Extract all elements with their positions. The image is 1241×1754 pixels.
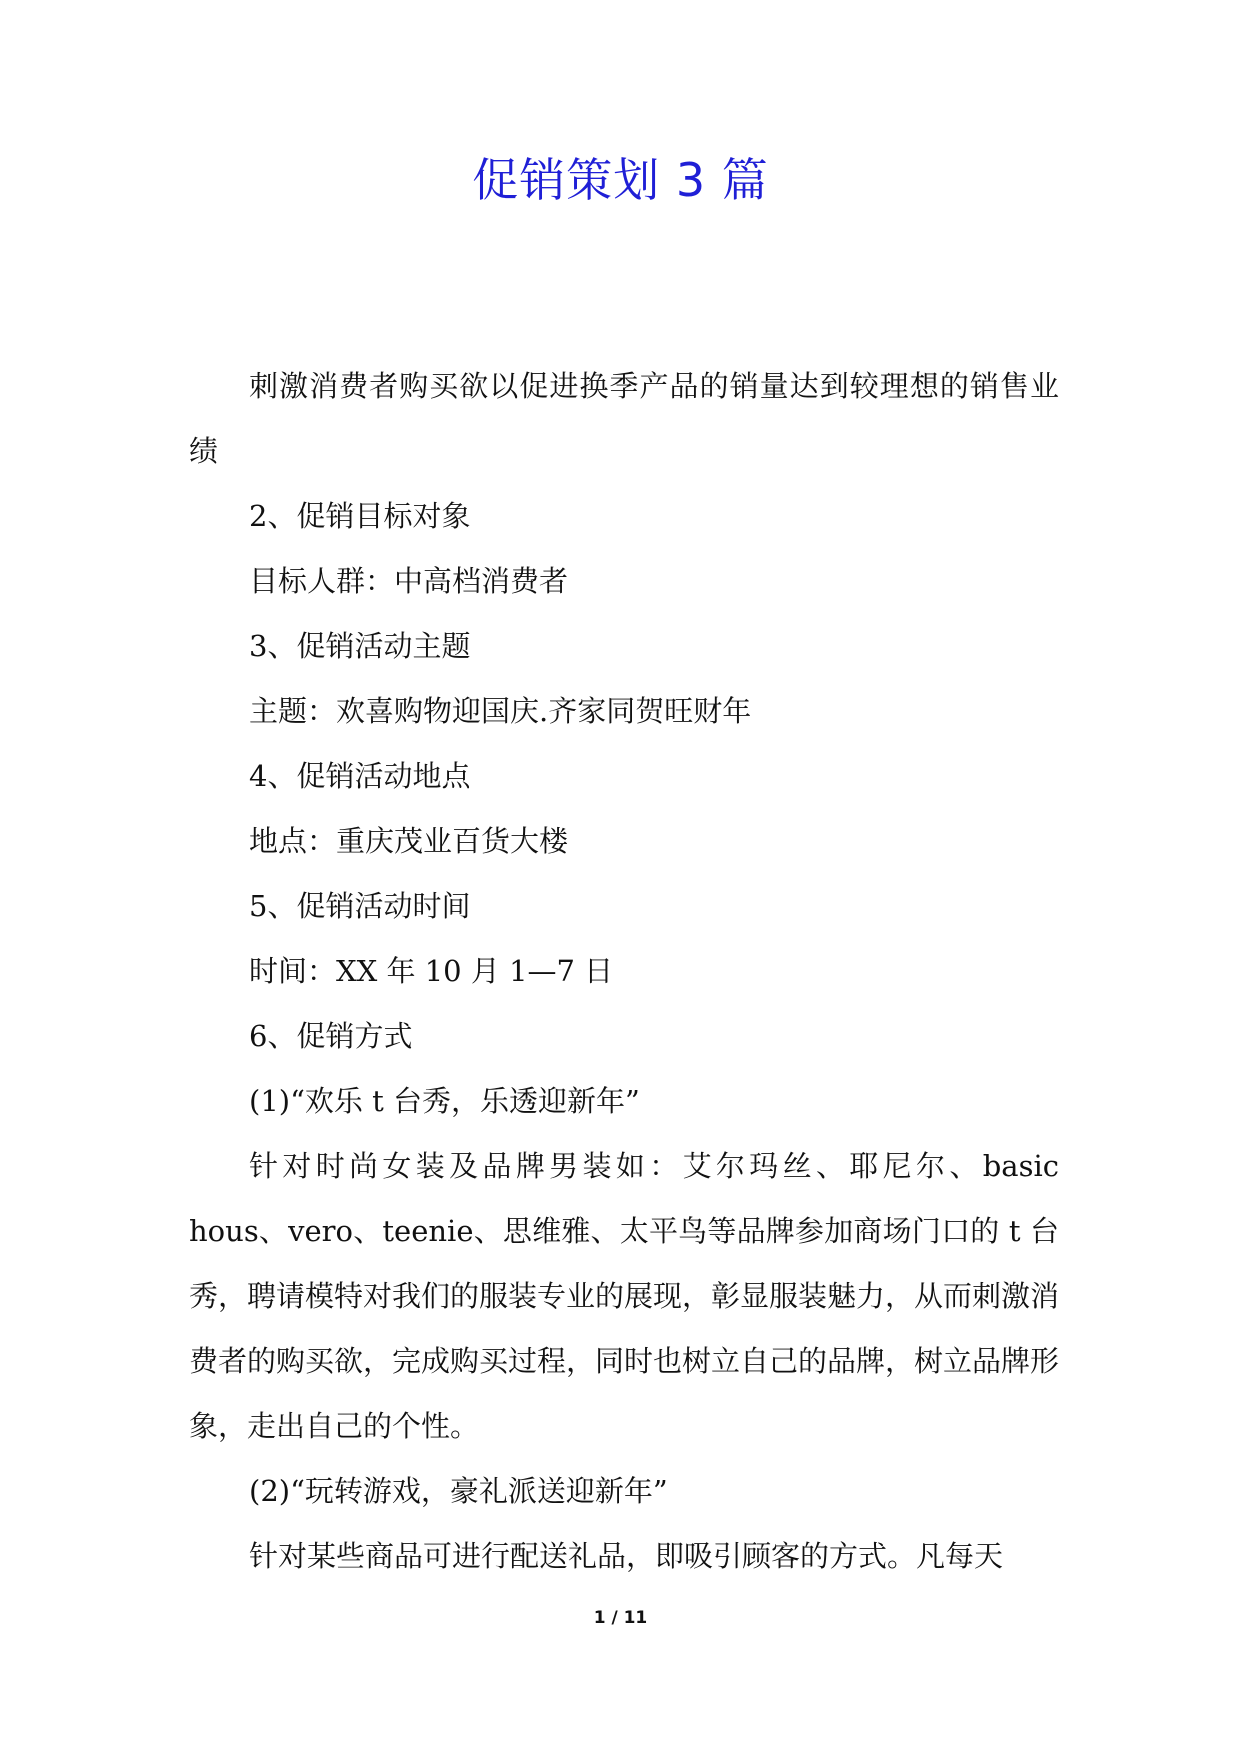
subsection-heading: (2)“玩转游戏，豪礼派送迎新年” [249, 1474, 668, 1508]
paragraph: 主题：欢喜购物迎国庆.齐家同贺旺财年 [249, 694, 752, 728]
page-number: 1 / 11 [593, 1608, 648, 1628]
paragraph: 目标人群：中高档消费者 [249, 564, 569, 598]
section-heading: 3、促销活动主题 [249, 629, 471, 663]
document-body [189, 354, 1059, 1589]
section-heading: 2、促销目标对象 [249, 499, 471, 533]
subsection-heading: (1)“欢乐 t 台秀，乐透迎新年” [249, 1084, 640, 1118]
paragraph: 刺激消费者购买欲以促进换季产品的销量达到较理想的销售业绩 [189, 369, 1059, 468]
section-heading: 4、促销活动地点 [249, 759, 471, 793]
paragraph: 时间：XX 年 10 月 1—7 日 [249, 954, 614, 988]
section-heading: 6、促销方式 [249, 1019, 413, 1053]
paragraph: 针对某些商品可进行配送礼品，即吸引顾客的方式。凡每天 [249, 1539, 1004, 1573]
paragraph: 地点：重庆茂业百货大楼 [249, 824, 569, 858]
section-heading: 5、促销活动时间 [249, 889, 471, 923]
paragraph: 针对时尚女装及品牌男装如：艾尔玛丝、耶尼尔、basic hous、vero、teenie、思维雅、太平鸟等品牌参加商场门口的 t 台秀，聘请模特对我们的服装专业的展现，彰显服装魅力，从而刺激消费者的购买欲，完成购买过程，同时也树立自己的品牌，树立品牌形象，走出自己的个性。 [189, 1149, 1060, 1443]
page-title: 促销策划 3 篇 [472, 153, 769, 207]
